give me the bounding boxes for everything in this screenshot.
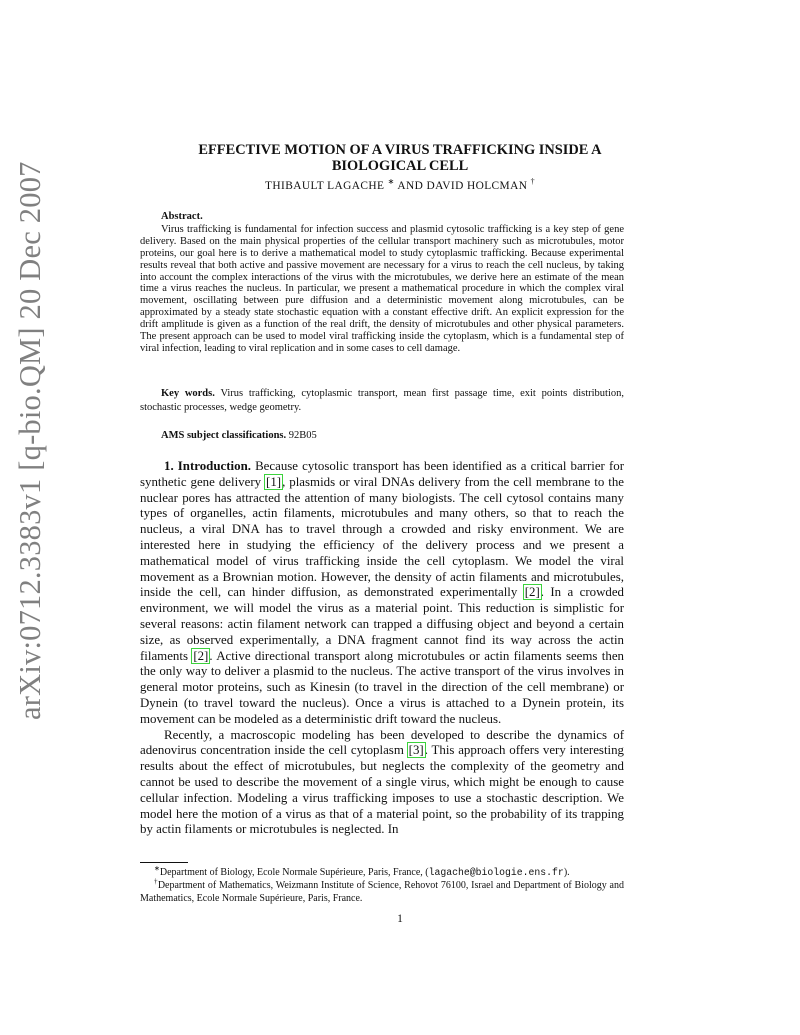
citation-link[interactable]: [2]: [524, 585, 540, 600]
intro-text: . This approach offers very interesting results about the effect of microtubules, but neglects the complexity of the geometry and cannot be used to describe the movement of a single virus, which might be enough to cause cellular infection. Modeling a virus trafficking imposes to use a stochastic description. We model here the motion of a virus as that of a material point, so the probability of its trapping by actin filaments or microtubules is neglected. In: [140, 743, 624, 837]
abstract-heading: Abstract.: [161, 211, 203, 222]
paper-title: [140, 142, 660, 174]
author-1-mark: ∗: [387, 177, 395, 187]
page-number: 1: [397, 913, 403, 925]
footnote-rule: [140, 862, 188, 863]
arxiv-identifier: arXiv:0712.3383v1 [q-bio.QM] 20 Dec 2007: [13, 161, 47, 720]
email-link[interactable]: lagache@biologie.ens.fr: [428, 867, 564, 878]
title-line-2: BIOLOGICAL CELL: [331, 158, 469, 174]
intro-text: . Active directional transport along microtubules or actin filaments seems then the only way to deliver a plasmid to the nucleus. The active transport of the virus involves in general motor proteins, such as Kinesin (to travel in the direction of the cell membrane) or Dynein (to travel toward the nucleus). Once a virus is attached to a Dynein protein, its movement can be modeled as a deterministic drift toward the nucleus.: [140, 648, 624, 726]
footnote-1: [140, 866, 624, 879]
keywords-label: Key words.: [161, 388, 215, 399]
section-heading: 1. Introduction.: [164, 459, 251, 473]
authors-and: AND: [397, 180, 424, 192]
introduction-section: [140, 459, 624, 838]
citation-link[interactable]: [3]: [408, 743, 424, 758]
ams-classification: [161, 430, 317, 441]
intro-paragraph-1: [140, 459, 624, 728]
footnote-2: [140, 879, 624, 905]
keywords-text: Virus trafficking, cytoplasmic transport, mean first passage time, exit points distribution, stochastic processes, wedge geometry.: [140, 388, 625, 413]
keywords: [140, 387, 624, 415]
footnote-1-mark: ∗: [154, 864, 160, 873]
authors: [140, 177, 660, 192]
author-1: THIBAULT LAGACHE: [265, 180, 385, 192]
author-2: DAVID HOLCMAN: [426, 180, 528, 192]
footnote-1-text: Department of Biology, Ecole Normale Supérieure, Paris, France, (: [159, 867, 429, 878]
title-line-1: EFFECTIVE MOTION OF A VIRUS TRAFFICKING INSIDE A: [198, 142, 602, 158]
intro-paragraph-2: [140, 728, 624, 839]
intro-text: Because cytosolic transport has been identified as a critical barrier for synthetic gene delivery: [140, 459, 624, 489]
abstract-text: Virus trafficking is fundamental for infection success and plasmid cytosolic trafficking is a key step of gene delivery. Based on the main physical properties of the cellular transport machinery such as microtubules, motor proteins, our goal here is to derive a mathematical model to study cytoplasmic trafficking. Because experimental results reveal that both active and passive movement are necessary for a virus to reach the cell nucleus, by taking into account the complex interactions of the virus with the microtubules, we derive here an estimate of the mean time a virus reaches the nucleus. In particular, we present a mathematical procedure in which the complex viral movement, oscillating between pure diffusion and a deterministic movement along microtubules, can be approximated by a steady state stochastic equation with a constant effective drift. An explicit expression for the drift amplitude is given as a function of the real drift, the density of microtubules and other physical parameters. The present approach can be used to model viral trafficking inside the cytoplasm, which is a fundamental step of viral infection, leading to viral replication and in some cases to cell damage.: [140, 223, 624, 354]
footnote-1-end: ).: [563, 867, 570, 878]
footnote-2-text: Department of Mathematics, Weizmann Institute of Science, Rehovot 76100, Israel and Department of Biology and Mathematics, Ecole Normale Supérieure, Paris, France.: [140, 880, 624, 904]
author-2-mark: †: [530, 177, 535, 187]
citation-link[interactable]: [2]: [193, 648, 209, 663]
footnotes: [140, 866, 624, 905]
intro-text: , plasmids or viral DNAs delivery from the cell membrane to the nuclear pores has attracted the attention of many biologists. The cell cytosol contains many types of organelles, actin filaments, microtubules and many others, so that to reach the nucleus, a viral DNA has to travel through a crowded and risky environment. We are interested here in studying the efficiency of the delivery process and we present a mathematical model of virus trafficking inside the cell cytoplasm. We model the viral movement as a Brownian motion. However, the density of actin filaments and microtubules, inside the cell, can hinder diffusion, as demonstrated experimentally: [140, 474, 624, 600]
intro-text: . In a crowded environment, we will model the virus as a material point. This reduction is simplistic for several reasons: actin filament network can trapped a diffusing object and beyond a certain size, as observed experimentally, a DNA fragment cannot find its way across the actin filaments: [140, 585, 624, 663]
footnote-2-mark: †: [154, 877, 158, 886]
intro-text: Recently, a macroscopic modeling has been developed to describe the dynamics of adenovirus concentration inside the cell cytoplasm: [140, 727, 624, 758]
abstract: [140, 211, 624, 355]
ams-value: 92B05: [288, 430, 317, 441]
ams-label: AMS subject classifications.: [161, 430, 287, 441]
citation-link[interactable]: [1]: [266, 474, 282, 489]
